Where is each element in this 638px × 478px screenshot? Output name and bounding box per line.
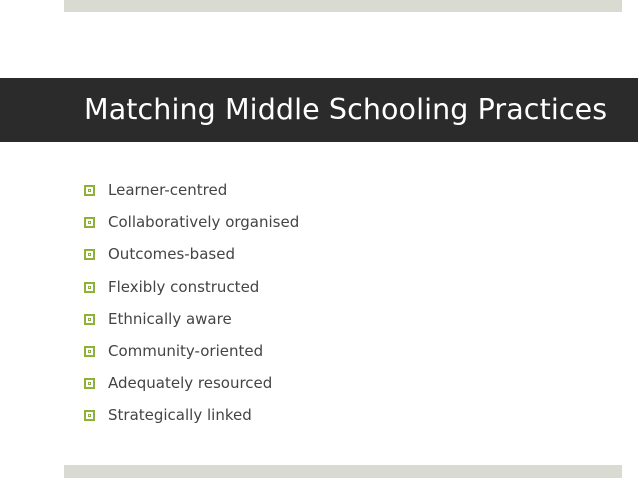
square-bullet-icon xyxy=(84,346,95,357)
bullet-text: Outcomes-based xyxy=(108,245,235,263)
bullet-text: Strategically linked xyxy=(108,406,252,424)
bullet-text: Collaboratively organised xyxy=(108,213,300,231)
square-bullet-icon xyxy=(84,217,95,228)
bullet-item xyxy=(84,211,299,233)
square-bullet-icon xyxy=(84,185,95,196)
bullet-text: Flexibly constructed xyxy=(108,278,260,296)
bullet-item xyxy=(84,308,232,330)
bullet-item xyxy=(84,179,227,201)
square-bullet-icon xyxy=(84,249,95,260)
bottom-decorative-band xyxy=(64,465,622,478)
bullet-item xyxy=(84,243,235,265)
bullet-text: Community-oriented xyxy=(108,342,264,360)
bullet-item xyxy=(84,276,259,298)
square-bullet-icon xyxy=(84,410,95,421)
bullet-item xyxy=(84,340,263,362)
slide-title: Matching Middle Schooling Practices xyxy=(84,93,608,126)
bullet-text: Adequately resourced xyxy=(108,374,273,392)
square-bullet-icon xyxy=(84,378,95,389)
square-bullet-icon xyxy=(84,314,95,325)
bullet-text: Ethnically aware xyxy=(108,310,232,328)
bullet-text: Learner-centred xyxy=(108,181,228,199)
top-decorative-band xyxy=(64,0,622,12)
bullet-item xyxy=(84,404,252,426)
bullet-item xyxy=(84,372,272,394)
square-bullet-icon xyxy=(84,282,95,293)
